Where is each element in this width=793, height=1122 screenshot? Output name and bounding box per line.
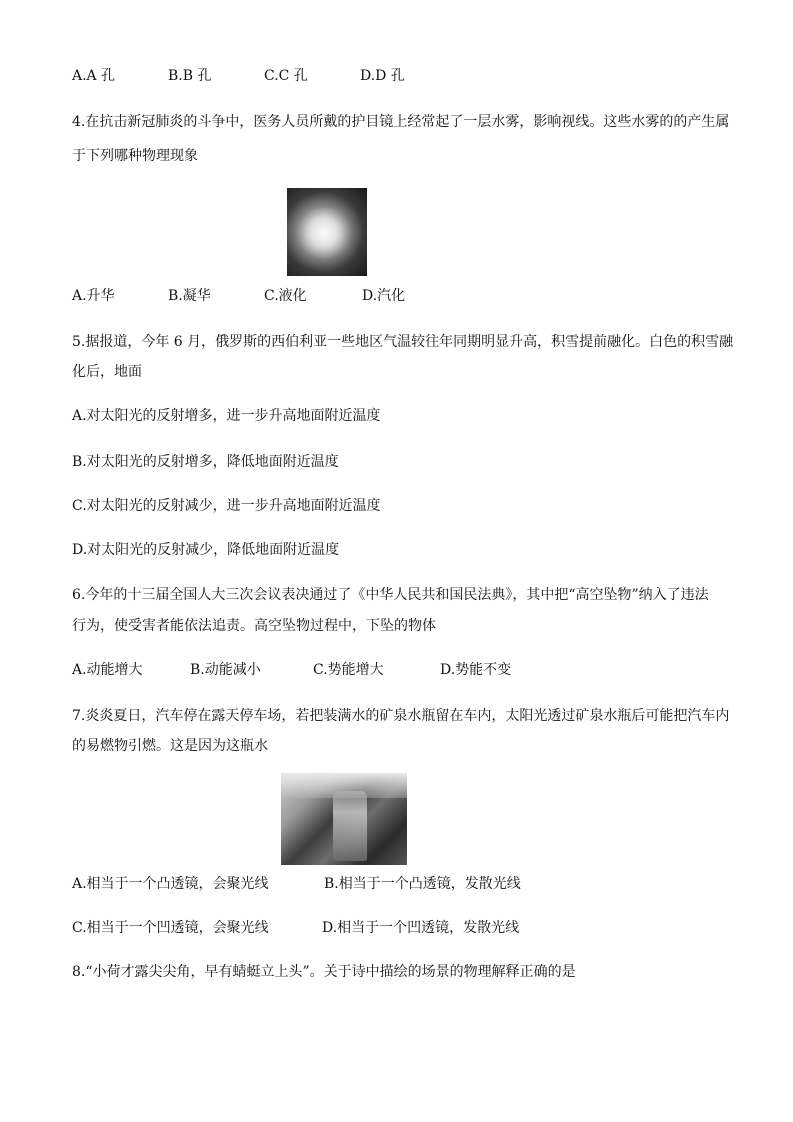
goggles-fog-photo [287,188,367,276]
q5-stem-line1: 5.据报道，今年 6 月，俄罗斯的西伯利亚一些地区气温较往年同期明显升高，积雪提前融化。白色的积雪融 [72,334,734,350]
q4-option-a: A.升华 [72,288,115,304]
q4-stem-line2: 于下列哪种物理现象 [72,148,198,164]
q7-option-d: D.相当于一个凹透镜，发散光线 [322,920,520,936]
q3-option-c: C.C 孔 [264,68,308,84]
q5-stem-line2: 化后，地面 [72,364,142,380]
q4-option-d: D.汽化 [362,288,406,304]
q5-option-b: B.对太阳光的反射增多，降低地面附近温度 [72,454,339,470]
q6-stem-line1: 6.今年的十三届全国人大三次会议表决通过了《中华人民共和国民法典》，其中把“高空坠物”纳入了违法 [72,587,709,603]
q7-stem-line2: 的易燃物引燃。这是因为这瓶水 [72,738,268,754]
q5-option-d: D.对太阳光的反射减少，降低地面附近温度 [72,542,340,558]
q6-option-b: B.动能减小 [190,662,261,678]
q5-option-a: A.对太阳光的反射增多，进一步升高地面附近温度 [72,408,381,424]
q4-stem-line1: 4.在抗击新冠肺炎的斗争中，医务人员所戴的护目镜上经常起了一层水雾，影响视线。这些水雾的的产生属 [72,114,730,130]
q6-option-a: A.动能增大 [72,662,143,678]
q5-option-c: C.对太阳光的反射减少，进一步升高地面附近温度 [72,498,381,514]
q7-option-b: B.相当于一个凸透镜，发散光线 [324,876,521,892]
q3-option-b: B.B 孔 [168,68,212,84]
q6-stem-line2: 行为，使受害者能依法追责。高空坠物过程中，下坠的物体 [72,618,436,634]
q7-option-c: C.相当于一个凹透镜，会聚光线 [72,920,269,936]
q6-option-d: D.势能不变 [440,662,512,678]
q7-stem-line1: 7.炎炎夏日，汽车停在露天停车场，若把装满水的矿泉水瓶留在车内，太阳光透过矿泉水瓶后可能把汽车内 [72,708,730,724]
q7-option-a: A.相当于一个凸透镜，会聚光线 [72,876,269,892]
q4-option-c: C.液化 [264,288,307,304]
q3-option-a: A.A 孔 [72,68,116,84]
q6-option-c: C.势能增大 [313,662,384,678]
q8-stem-line1: 8.“小荷才露尖尖角，早有蜻蜓立上头”。关于诗中描绘的场景的物理解释正确的是 [72,964,576,980]
water-bottle-car-photo [281,773,407,865]
q3-option-d: D.D 孔 [360,68,405,84]
q4-option-b: B.凝华 [168,288,211,304]
